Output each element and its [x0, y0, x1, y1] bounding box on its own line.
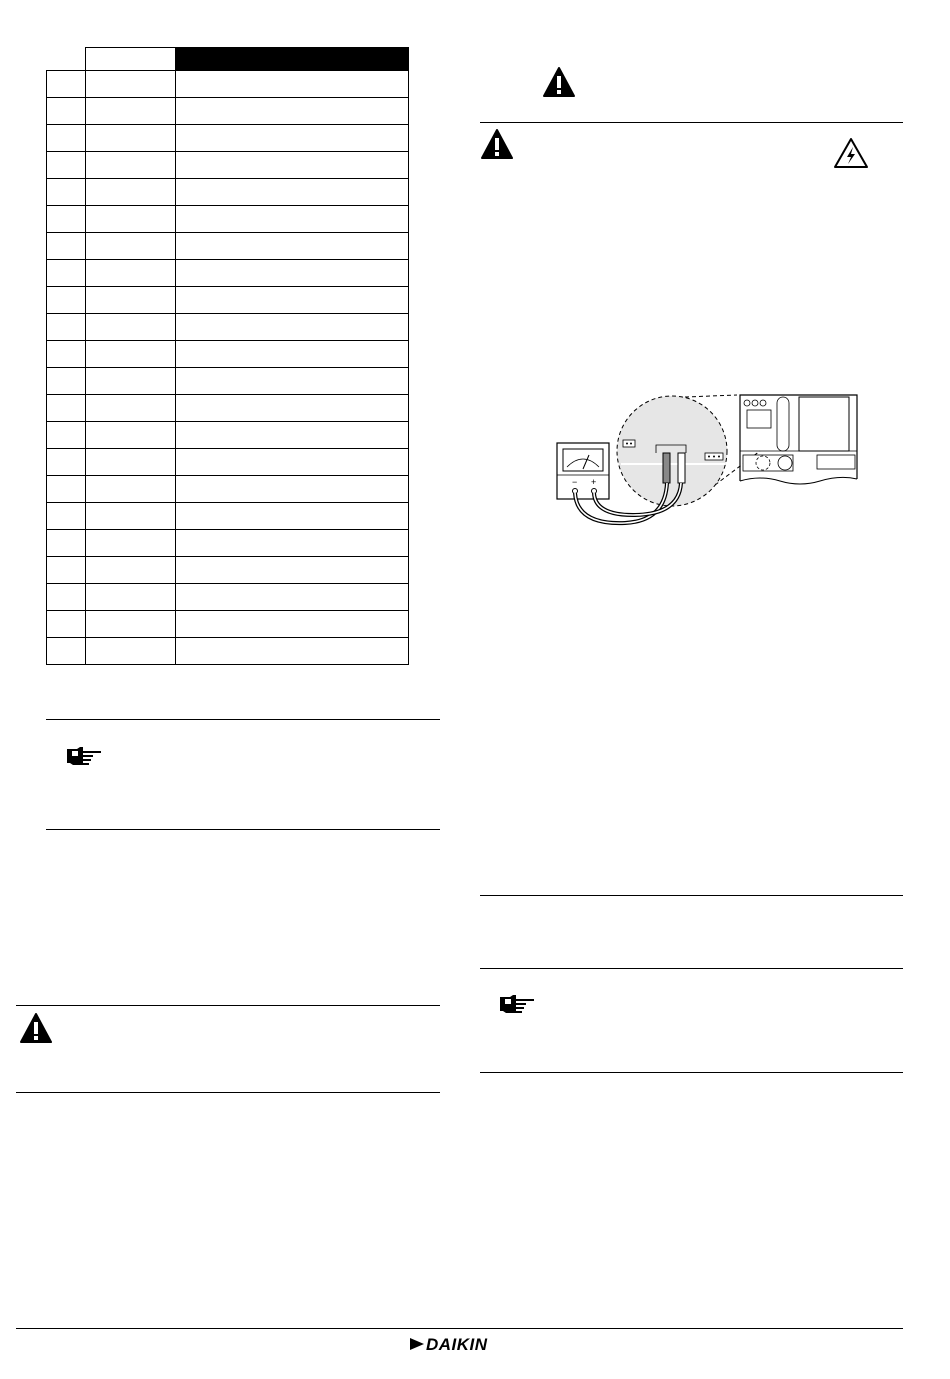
- table-row: [47, 206, 409, 233]
- table-row: [47, 476, 409, 503]
- table-cell-0: [47, 503, 86, 530]
- multimeter-measurement-diagram: [555, 385, 865, 535]
- header-cell-blank: [47, 48, 86, 71]
- table-row: [47, 314, 409, 341]
- plus-terminal-label: +: [591, 477, 597, 487]
- footer-brand-logo: DAIKIN: [426, 1335, 488, 1354]
- electrical-hazard-icon: [833, 136, 869, 170]
- warning-rule-top: [16, 1005, 440, 1006]
- table-row: [47, 368, 409, 395]
- table-row: [47, 98, 409, 125]
- table-row: [47, 584, 409, 611]
- table-cell-1: [86, 584, 176, 611]
- table-row: [47, 422, 409, 449]
- minus-terminal-label: −: [572, 477, 578, 487]
- warning-rule-bottom: [16, 1092, 440, 1093]
- table-cell-2: [176, 557, 409, 584]
- table-cell-2: [176, 503, 409, 530]
- table-cell-2: [176, 71, 409, 98]
- table-cell-0: [47, 476, 86, 503]
- table-cell-1: [86, 341, 176, 368]
- table-cell-0: [47, 98, 86, 125]
- table-cell-2: [176, 206, 409, 233]
- footer-rule: [16, 1328, 903, 1329]
- table-cell-0: [47, 368, 86, 395]
- parts-table: [46, 47, 409, 665]
- table-cell-2: [176, 314, 409, 341]
- table-cell-1: [86, 449, 176, 476]
- table-cell-1: [86, 233, 176, 260]
- warning-triangle-icon: [19, 1012, 53, 1044]
- table-cell-2: [176, 341, 409, 368]
- table-cell-2: [176, 611, 409, 638]
- table-cell-0: [47, 557, 86, 584]
- table-cell-0: [47, 341, 86, 368]
- table-cell-1: [86, 476, 176, 503]
- table-cell-2: [176, 125, 409, 152]
- table-cell-1: [86, 530, 176, 557]
- table-cell-0: [47, 530, 86, 557]
- table-cell-0: [47, 71, 86, 98]
- table-row: [47, 179, 409, 206]
- table-cell-2: [176, 449, 409, 476]
- table-cell-1: [86, 152, 176, 179]
- table-cell-1: [86, 98, 176, 125]
- table-cell-1: [86, 206, 176, 233]
- table-cell-1: [86, 260, 176, 287]
- table-cell-0: [47, 125, 86, 152]
- table-cell-0: [47, 233, 86, 260]
- table-row: [47, 530, 409, 557]
- table-cell-0: [47, 314, 86, 341]
- table-cell-1: [86, 287, 176, 314]
- table-cell-2: [176, 530, 409, 557]
- table-row: [47, 557, 409, 584]
- table-cell-0: [47, 422, 86, 449]
- table-row: [47, 449, 409, 476]
- table-cell-2: [176, 638, 409, 665]
- right-rule-4: [480, 1072, 903, 1073]
- warning-triangle-icon: [480, 128, 514, 160]
- table-row: [47, 395, 409, 422]
- table-row: [47, 152, 409, 179]
- table-cell-2: [176, 368, 409, 395]
- table-cell-2: [176, 179, 409, 206]
- header-cell-1: [86, 48, 176, 71]
- note-rule-top: [46, 719, 440, 720]
- table-cell-1: [86, 395, 176, 422]
- pointing-hand-note-icon: [64, 745, 104, 767]
- table-cell-1: [86, 422, 176, 449]
- table-cell-0: [47, 395, 86, 422]
- right-rule-3: [480, 968, 903, 969]
- table-cell-2: [176, 152, 409, 179]
- table-cell-0: [47, 179, 86, 206]
- pointing-hand-note-icon: [497, 993, 537, 1015]
- table-cell-2: [176, 395, 409, 422]
- table-cell-0: [47, 611, 86, 638]
- table-cell-1: [86, 368, 176, 395]
- table-cell-2: [176, 98, 409, 125]
- table-cell-1: [86, 125, 176, 152]
- table-row: [47, 125, 409, 152]
- table-row: [47, 611, 409, 638]
- table-row: [47, 341, 409, 368]
- table-cell-2: [176, 260, 409, 287]
- table-cell-2: [176, 476, 409, 503]
- table-cell-0: [47, 152, 86, 179]
- table-cell-2: [176, 287, 409, 314]
- table-row: [47, 71, 409, 98]
- table-cell-0: [47, 287, 86, 314]
- table-cell-1: [86, 503, 176, 530]
- table-cell-2: [176, 584, 409, 611]
- table-row: [47, 260, 409, 287]
- table-cell-1: [86, 638, 176, 665]
- header-cell-2-dark: [176, 48, 409, 71]
- table-cell-2: [176, 422, 409, 449]
- table-cell-2: [176, 233, 409, 260]
- daikin-logo-icon: [408, 1337, 426, 1351]
- right-rule-1: [480, 122, 903, 123]
- right-rule-2: [480, 895, 903, 896]
- table-row: [47, 233, 409, 260]
- table-cell-1: [86, 314, 176, 341]
- table-cell-0: [47, 449, 86, 476]
- table-cell-1: [86, 179, 176, 206]
- table-cell-0: [47, 584, 86, 611]
- warning-triangle-icon: [542, 66, 576, 98]
- note-rule-bottom: [46, 829, 440, 830]
- table-cell-0: [47, 638, 86, 665]
- table-cell-1: [86, 611, 176, 638]
- table-cell-0: [47, 260, 86, 287]
- table-cell-1: [86, 557, 176, 584]
- table-row: [47, 287, 409, 314]
- table-cell-0: [47, 206, 86, 233]
- table-row: [47, 638, 409, 665]
- table-row: [47, 503, 409, 530]
- table-header-row: [47, 48, 409, 71]
- table-cell-1: [86, 71, 176, 98]
